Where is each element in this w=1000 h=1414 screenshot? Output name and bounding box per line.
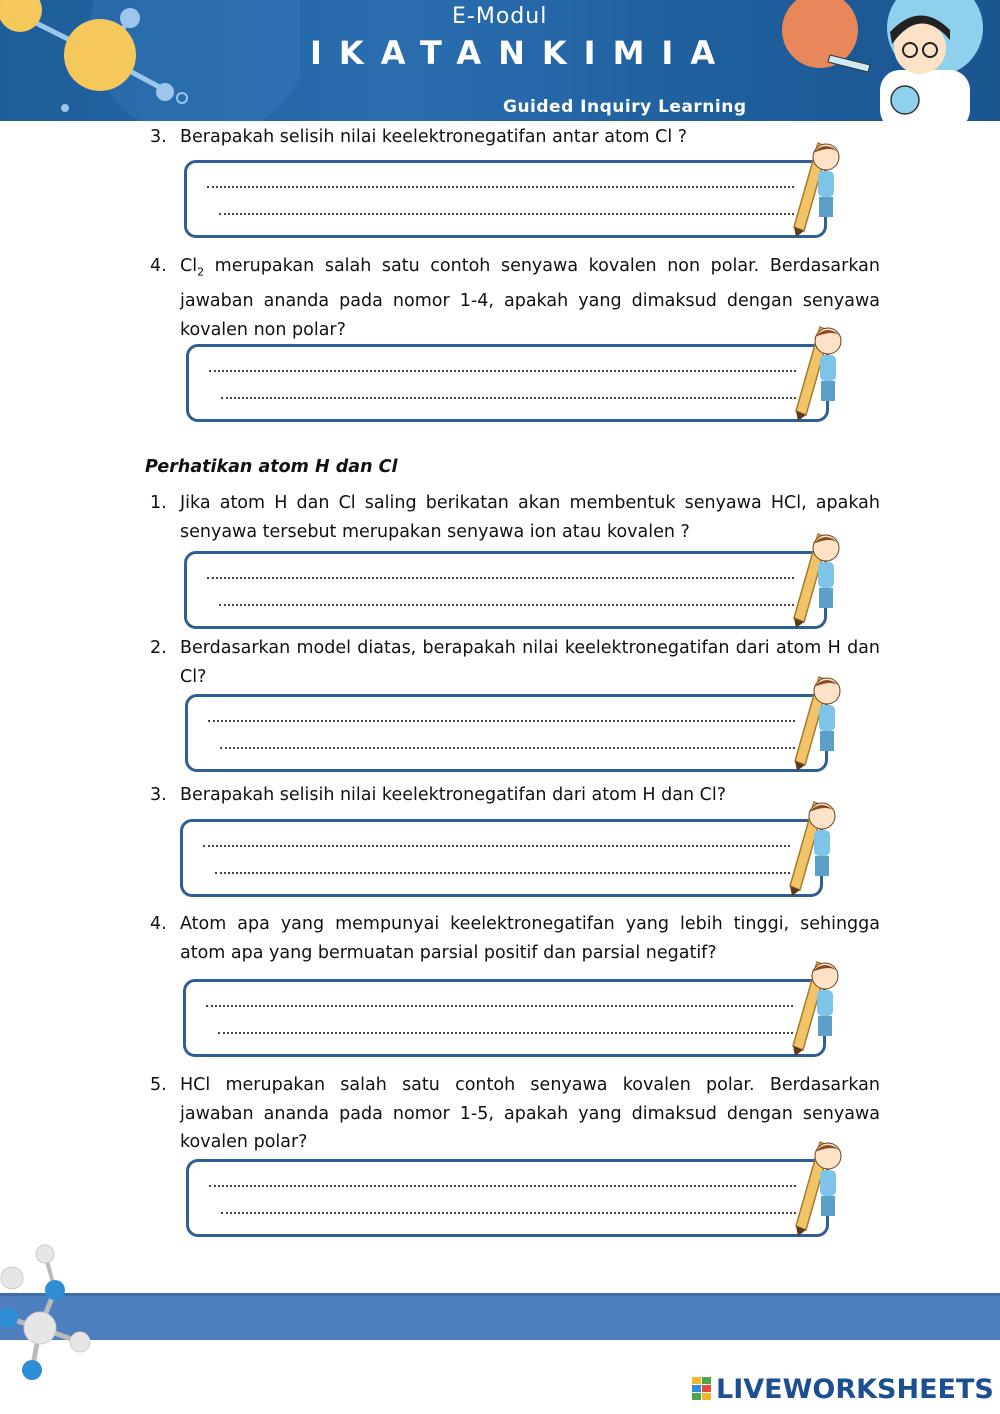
question-text: Berapakah selisih nilai keelektronegatifan dari atom H dan Cl? <box>180 785 727 805</box>
liveworksheets-logo-icon <box>692 1377 712 1401</box>
question-text: Berdasarkan model diatas, berapakah nilai keelektronegatifan dari atom H dan Cl? <box>180 638 880 687</box>
question-text: Berapakah selisih nilai keelektronegatifan antar atom Cl ? <box>180 127 688 147</box>
pencil-kid-icon <box>790 1134 842 1238</box>
section-title: Perhatikan atom H dan Cl <box>145 457 398 477</box>
answer-box-hcl-3[interactable] <box>180 819 823 897</box>
question-text: $Cl_2$ merupakan salah satu contoh senyawa kovalen non polar. Berdasarkan jawaban ananda pada nomor 1-4, apakah yang dimaksud dengan senyawa kovalen non polar? <box>180 256 880 340</box>
question-text: HCl merupakan salah satu contoh senyawa kovalen polar. Berdasarkan jawaban ananda pada nomor 1-5, apakah yang dimaksud dengan senyawa kovalen polar? <box>180 1075 880 1152</box>
pencil-kid-icon <box>790 319 842 423</box>
question-cl-4: 4. $Cl_2$ merupakan salah satu contoh senyawa kovalen non polar. Berdasarkan jawaban ananda pada nomor 1-4, apakah yang dimaksud dengan senyawa kovalen non polar? <box>150 252 880 344</box>
molecule-footer-icon <box>0 1240 110 1390</box>
pencil-kid-icon <box>788 135 840 239</box>
question-hcl-4: 4. Atom apa yang mempunyai keelektronegatifan yang lebih tinggi, sehingga atom apa yang bermuatan parsial positif dan parsial negatif? <box>150 910 880 967</box>
question-cl-3: 3. Berapakah selisih nilai keelektronegatifan antar atom Cl ? <box>150 123 880 152</box>
answer-box-hcl-5[interactable] <box>186 1159 829 1237</box>
module-subtitle: Guided Inquiry Learning <box>503 97 747 117</box>
question-hcl-2: 2. Berdasarkan model diatas, berapakah nilai keelektronegatifan dari atom H dan Cl? <box>150 634 880 691</box>
pencil-kid-icon <box>789 669 841 773</box>
answer-box-cl-4[interactable] <box>186 344 829 422</box>
pencil-kid-icon <box>788 526 840 630</box>
answer-box-hcl-2[interactable] <box>185 694 828 772</box>
answer-box-hcl-1[interactable] <box>184 551 827 629</box>
answer-box-cl-3[interactable] <box>184 160 827 238</box>
question-text: Jika atom H dan Cl saling berikatan akan membentuk senyawa HCl, apakah senyawa tersebut merupakan senyawa ion atau kovalen ? <box>180 493 880 542</box>
pencil-kid-icon <box>784 794 836 898</box>
module-label: E-Modul <box>452 4 548 29</box>
question-hcl-3: 3. Berapakah selisih nilai keelektronegatifan dari atom H dan Cl? <box>150 781 880 810</box>
molecule-decoration-icon <box>0 0 300 121</box>
question-hcl-5: 5. HCl merupakan salah satu contoh senyawa kovalen polar. Berdasarkan jawaban ananda pada nomor 1-5, apakah yang dimaksud dengan senyawa kovalen polar? <box>150 1071 880 1157</box>
module-title: IKATANKIMIA <box>310 34 733 72</box>
question-text: Atom apa yang mempunyai keelektronegatifan yang lebih tinggi, sehingga atom apa yang bermuatan parsial positif dan parsial negatif? <box>180 914 880 963</box>
footer-band <box>0 1293 1000 1340</box>
answer-box-hcl-4[interactable] <box>183 979 826 1057</box>
scientist-illustration-icon <box>760 0 1000 121</box>
pencil-kid-icon <box>787 954 839 1058</box>
question-hcl-1: 1. Jika atom H dan Cl saling berikatan akan membentuk senyawa HCl, apakah senyawa tersebut merupakan senyawa ion atau kovalen ? <box>150 489 880 546</box>
header-banner <box>0 0 1000 121</box>
liveworksheets-brand: LIVEWORKSHEETS <box>716 1374 994 1405</box>
